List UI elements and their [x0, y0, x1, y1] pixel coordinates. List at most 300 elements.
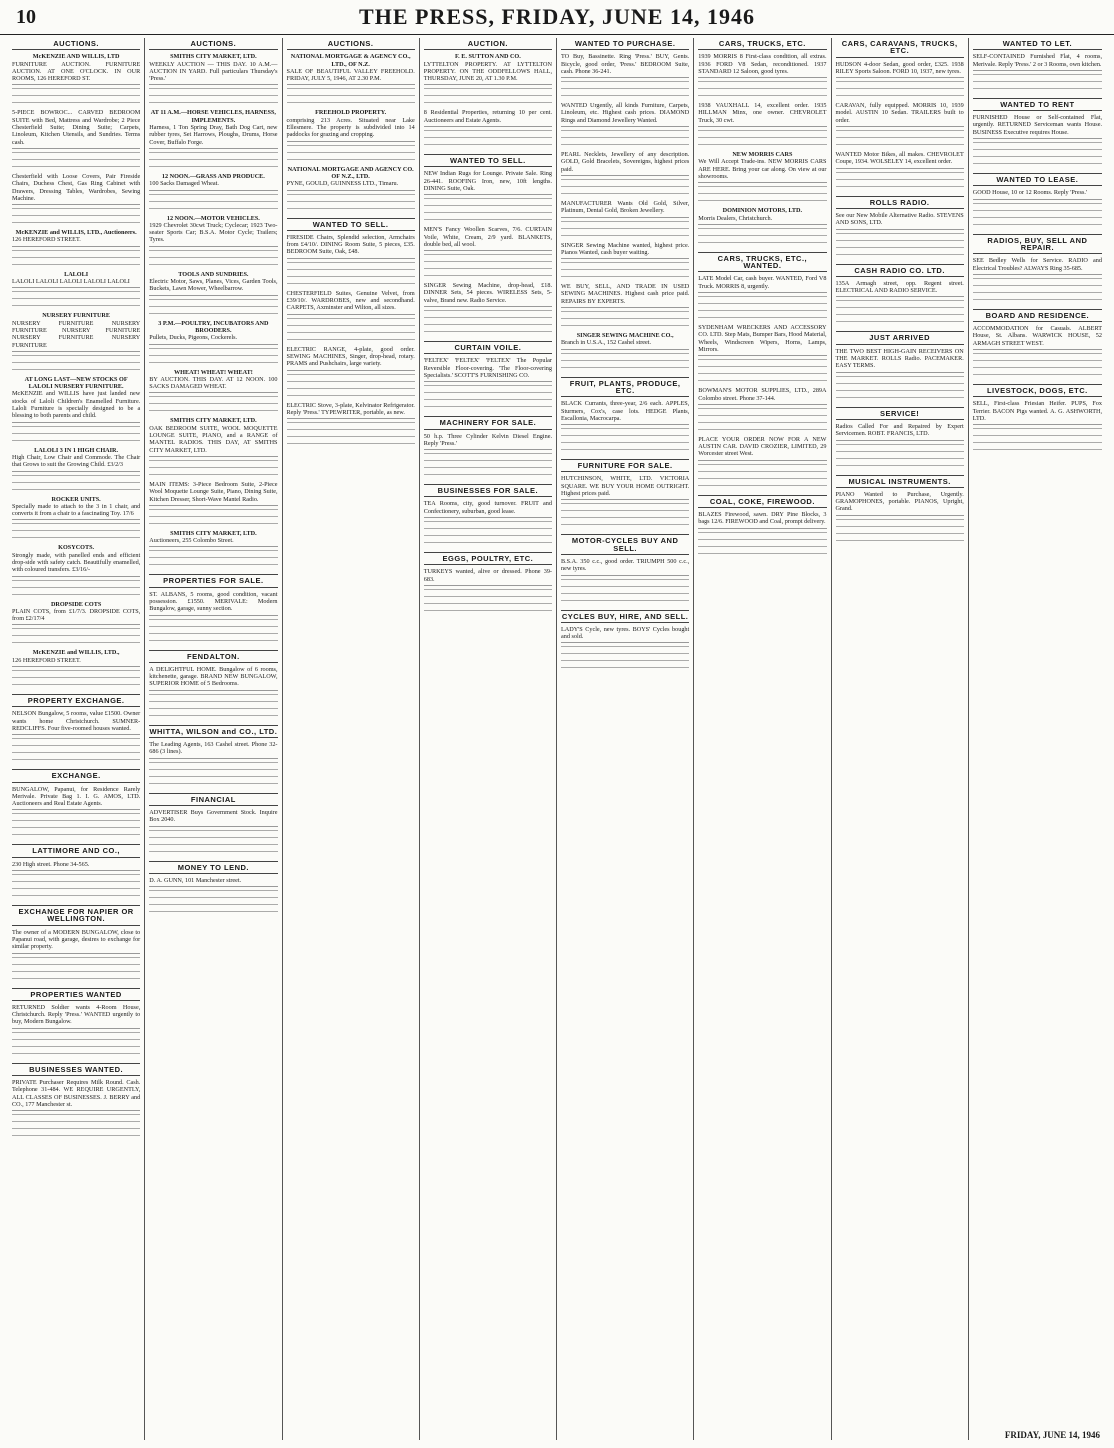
print-lines	[698, 429, 826, 435]
section-heading: EXCHANGE FOR NAPIER OR WELLINGTON.	[12, 905, 140, 926]
print-lines	[561, 428, 689, 434]
ad-body: MANUFACTURER Wants Old Gold, Silver, Platinum, Dental Gold, Broken Jewellery.	[561, 199, 690, 215]
print-lines	[12, 820, 140, 826]
print-lines	[287, 443, 415, 449]
print-lines	[12, 95, 140, 101]
print-lines	[149, 523, 277, 529]
print-lines	[12, 152, 140, 158]
ad-title: FREEHOLD PROPERTY.	[315, 109, 387, 117]
column-1	[8, 38, 145, 1440]
print-lines	[836, 240, 964, 246]
section-heading: FRUIT, PLANTS, PRODUCE, ETC.	[561, 377, 689, 398]
section-body: TEA Rooms, city, good turnover. FRUIT and Confectionery, suburban, good lease.	[424, 500, 552, 518]
section-body: CHESTERFIELD Suites, Genuine Velvet, from £39/10/. WARDROBES, new and secondhand. CARPETS, Axminster and Wilton, all sizes.	[287, 290, 415, 315]
column-heading: AUCTIONS.	[149, 38, 277, 50]
print-lines	[973, 217, 1102, 223]
print-lines	[149, 95, 277, 101]
section-body: PLACE YOUR ORDER NOW FOR A NEW AUSTIN CAR. DAVID CROZIER, LIMITED, 29 Worcester street West.	[698, 436, 826, 461]
section-body: ADVERTISER Buys Government Stock. Inquire Box 2040.	[149, 809, 277, 827]
column-7	[832, 38, 969, 1440]
print-lines	[424, 310, 552, 316]
section-body: NEW Indian Rugs for Lounge. Private Sale. Ring 26-441. ROOFING Iron, new, 10ft lengths. DINING Suite, Oak.	[424, 170, 552, 195]
print-lines	[836, 81, 964, 87]
print-lines	[149, 313, 277, 319]
print-lines	[836, 307, 964, 313]
print-lines	[149, 715, 277, 721]
classified-ad	[836, 61, 964, 79]
print-lines	[561, 228, 689, 234]
print-lines	[424, 596, 552, 602]
print-lines	[973, 435, 1102, 441]
classified-ad	[149, 53, 277, 85]
classified-ad	[287, 53, 415, 85]
print-lines	[12, 834, 140, 840]
print-lines	[12, 475, 140, 481]
print-lines	[424, 324, 552, 330]
print-lines	[12, 264, 140, 270]
print-lines	[287, 102, 415, 108]
print-lines	[561, 325, 689, 331]
ad-title: KOSYCOTS.	[58, 544, 95, 552]
print-lines	[698, 200, 826, 206]
print-lines	[149, 201, 277, 207]
ad-title: SINGER SEWING MACHINE CO.,	[576, 332, 674, 340]
print-lines	[149, 904, 277, 910]
print-lines	[149, 837, 277, 843]
classified-ad	[561, 151, 689, 176]
print-lines	[561, 179, 689, 185]
section-body: GOOD House, 10 or 12 Rooms. Reply 'Press.'	[973, 189, 1102, 199]
print-lines	[836, 526, 964, 532]
print-lines	[561, 262, 689, 268]
print-lines	[149, 306, 277, 312]
newspaper-title: THE PRESS, FRIDAY, JUNE 14, 1946	[359, 4, 755, 29]
print-lines	[561, 130, 689, 136]
print-lines	[12, 745, 140, 751]
ad-body: SELF-CONTAINED Furnished Flat, 4 rooms, Merivale. Reply 'Press.' 2 or 3 Rooms, own kitchen.	[972, 53, 1102, 68]
print-lines	[149, 208, 277, 214]
ad-body: 1939 MORRIS 8 First-class condition, all extras. 1936 FORD V8 Sedan, reconditioned. 1937 STANDARD 12 Saloon, good tyres.	[698, 53, 827, 75]
print-lines	[149, 410, 277, 416]
section-heading: PROPERTIES WANTED	[12, 988, 140, 1001]
print-lines	[149, 633, 277, 639]
print-lines	[12, 1046, 140, 1052]
print-lines	[149, 564, 277, 570]
print-lines	[149, 396, 277, 402]
print-lines	[149, 516, 277, 522]
print-lines	[561, 510, 689, 516]
section-body: HUTCHINSON, WHITE, LTD. VICTORIA SQUARE. WE BUY YOUR HOME OUTRIGHT. Highest prices paid.	[561, 475, 689, 500]
print-lines	[836, 179, 964, 185]
print-lines	[12, 1032, 140, 1038]
print-lines	[561, 360, 689, 366]
ad-body: NURSERY FURNITURE NURSERY FURNITURE NURSERY FURNITURE NURSERY FURNITURE NURSERY FURNITURE	[12, 319, 141, 349]
classified-ad	[12, 447, 140, 472]
print-lines	[973, 81, 1102, 87]
column-heading: AUCTIONS.	[287, 38, 415, 50]
classified-ad	[287, 109, 415, 141]
print-lines	[424, 603, 552, 609]
print-lines	[698, 88, 826, 94]
section-heading: WANTED TO SELL.	[424, 154, 552, 167]
section-heading: WANTED TO LEASE.	[973, 173, 1102, 186]
print-lines	[836, 172, 964, 178]
print-lines	[836, 247, 964, 253]
print-lines	[12, 166, 140, 172]
classified-ad	[12, 601, 140, 626]
classified-ad	[698, 151, 826, 183]
ad-body: comprising 213 Acres. Situated near Lake Ellesmere. The property is subdivided into 14 paddocks for grazing and cropping.	[286, 116, 415, 139]
print-lines	[287, 159, 415, 165]
print-lines	[561, 318, 689, 324]
print-lines	[836, 444, 964, 450]
print-lines	[698, 81, 826, 87]
print-lines	[149, 911, 277, 917]
classified-ad	[424, 109, 552, 127]
print-lines	[424, 137, 552, 143]
print-lines	[424, 275, 552, 281]
print-lines	[561, 88, 689, 94]
section-body: SELL, First-class Friesian Heifer. PUPS, Fox Terrier. BACON Pigs wanted. A. G. ASHWORTH, LTD.	[973, 400, 1102, 425]
print-lines	[561, 367, 689, 373]
print-lines	[698, 380, 826, 386]
print-lines	[149, 897, 277, 903]
classified-ad	[836, 151, 964, 169]
print-lines	[561, 524, 689, 530]
masthead	[0, 0, 1114, 35]
section-body: 50 h.p. Three Cylinder Kelvin Diesel Engine. Reply 'Press.'	[424, 433, 552, 451]
print-lines	[973, 442, 1102, 448]
print-lines	[698, 539, 826, 545]
ad-title: NEW MORRIS CARS	[732, 151, 793, 159]
print-lines	[287, 381, 415, 387]
ad-body: 126 HEREFORD STREET.	[12, 656, 81, 664]
section-heading: FENDALTON.	[149, 650, 277, 663]
ad-body: CARAVAN, fully equipped. MORRIS 10, 1939 model. AUSTIN 10 Sedan. TRAILERS built to order.	[835, 102, 964, 124]
print-lines	[149, 619, 277, 625]
section-heading: EXCHANGE.	[12, 769, 140, 782]
ad-title: NATIONAL MORTGAGE AND AGENCY CO. OF N.Z., LTD.	[287, 165, 414, 180]
print-lines	[561, 517, 689, 523]
print-lines	[973, 353, 1102, 359]
print-lines	[424, 460, 552, 466]
print-lines	[836, 88, 964, 94]
ad-body: PLAIN COTS, from £1/7/3. DROPSIDE COTS, from £2/17/4	[12, 607, 141, 623]
print-lines	[424, 212, 552, 218]
ad-body: 100 Sacks Damaged Wheat.	[149, 180, 219, 188]
classified-ad	[149, 109, 277, 148]
section-heading: CURTAIN VOILE.	[424, 341, 552, 354]
ad-body: LALOLI LALOLI LALOLI LALOLI LALOLI	[12, 278, 130, 286]
print-lines	[149, 776, 277, 782]
ad-body: 8 Residential Properties, returning 10 per cent. Auctioneers and Estate Agents.	[423, 109, 552, 124]
ad-body: PEARL Necklets, Jewellery of any description. GOLD, Gold Bracelets, Sovereigns, highest prices paid.	[561, 151, 690, 173]
print-lines	[836, 376, 964, 382]
print-lines	[836, 465, 964, 471]
print-lines	[561, 503, 689, 509]
print-lines	[12, 222, 140, 228]
print-lines	[698, 130, 826, 136]
print-lines	[973, 449, 1102, 455]
classified-ad	[698, 102, 826, 127]
ad-body: Auctioneers, 255 Colombo Street.	[149, 537, 234, 545]
classified-ad	[698, 53, 826, 78]
section-body: LATE Model Car, cash buyer. WANTED, Ford V8 Truck. MORRIS 8, urgently.	[698, 275, 826, 293]
print-lines	[149, 640, 277, 646]
ad-body: McKENZIE and WILLIS have just landed new stocks of Laloli Children's Enamelled Furniture. Laloli Furniture is specially designed to be a blessing to both parents and child.	[12, 390, 141, 420]
column-6	[694, 38, 831, 1440]
print-lines	[12, 874, 140, 880]
print-lines	[149, 250, 277, 256]
print-lines	[12, 291, 140, 297]
section-heading: EGGS, POULTRY, ETC.	[424, 552, 552, 565]
section-heading: BUSINESSES WANTED.	[12, 1063, 140, 1076]
print-lines	[561, 600, 689, 606]
ad-title: TOOLS AND SUNDRIES.	[178, 270, 249, 278]
print-lines	[12, 895, 140, 901]
print-lines	[12, 482, 140, 488]
print-lines	[149, 362, 277, 368]
column-4	[420, 38, 557, 1440]
print-lines	[12, 362, 140, 368]
section-body: The owner of a MODERN BUNGALOW, close to Papanui road, with garage, desires to exchange for similar property.	[12, 929, 140, 954]
print-lines	[973, 203, 1102, 209]
print-lines	[149, 557, 277, 563]
ad-body: Branch in U.S.A., 152 Cashel street.	[561, 339, 652, 347]
print-lines	[12, 208, 140, 214]
print-lines	[698, 137, 826, 143]
print-lines	[287, 262, 415, 268]
section-heading: LATTIMORE AND CO.,	[12, 844, 140, 857]
classified-ad	[12, 649, 140, 667]
print-lines	[287, 208, 415, 214]
print-lines	[424, 535, 552, 541]
section-heading: WANTED TO RENT	[973, 98, 1102, 111]
ad-body: LYTTELTON PROPERTY. AT LYTTELTON PROPERTY. ON THE ODDFELLOWS HALL, THURSDAY, JUNE 20, AT 1.30 P.M.	[423, 60, 552, 83]
print-lines	[12, 530, 140, 536]
print-lines	[836, 458, 964, 464]
ad-body: 126 HEREFORD STREET.	[12, 236, 81, 244]
print-lines	[973, 156, 1102, 162]
print-lines	[12, 580, 140, 586]
section-body: The Leading Agents, 163 Cashel street. Phone 32-686 (3 lines).	[149, 741, 277, 759]
print-lines	[424, 331, 552, 337]
section-heading: SERVICE!	[836, 407, 964, 420]
ad-title: LALOLI	[64, 270, 89, 278]
ad-title: DROPSIDE COTS	[50, 600, 102, 608]
section-body: ACCOMMODATION for Casuals. ALBERT House, St. Albans. WARWICK HOUSE, 52 ARMAGH STREET WEST.	[973, 325, 1102, 350]
section-heading: MUSICAL INSTRUMENTS.	[836, 475, 964, 488]
column-3	[283, 38, 420, 1440]
print-lines	[698, 228, 826, 234]
column-heading: CARS, CARAVANS, TRUCKS, ETC.	[836, 38, 964, 58]
print-lines	[12, 684, 140, 690]
classified-ad	[12, 312, 140, 351]
print-lines	[698, 366, 826, 372]
print-lines	[973, 285, 1102, 291]
print-lines	[12, 250, 140, 256]
ad-body: TO Buy, Bassinette. Ring 'Press.' BUY, Gents. Bicycle, good order, 'Press.' BEDROOM Suite, cash. Phone 36-241.	[561, 53, 690, 75]
print-lines	[424, 205, 552, 211]
section-heading: ROLLS RADIO.	[836, 196, 964, 209]
print-lines	[561, 137, 689, 143]
print-lines	[561, 311, 689, 317]
ad-body: Pullets, Ducks, Pigeons, Cockerels.	[149, 334, 238, 342]
print-lines	[973, 74, 1102, 80]
print-lines	[149, 769, 277, 775]
print-lines	[149, 152, 277, 158]
column-heading: AUCTION.	[424, 38, 552, 50]
print-lines	[698, 193, 826, 199]
ad-body: Strongly made, with panelled ends and efficient drop-side with safety catch. Beautifully enamelled, with coloured transfers. £3/16/-	[12, 551, 141, 574]
section-body: A DELIGHTFUL HOME. Bungalow of 6 rooms, kitchenette, garage. BRAND NEW BUNGALOW, SUPERIOR HOME of 5 Bedrooms.	[149, 666, 277, 691]
ad-body: 5-PIECE BOWROC... CARVED BEDROOM SUITE with Bed, Mattress and Wardrobe; 2 Piece Chesterfield Suite; Dining Suite; Carpets, Linoleum, Kitchen Utensils, and Sundries. Terms cash.	[12, 109, 141, 146]
column-heading: AUCTIONS.	[12, 38, 140, 50]
ad-body: WE BUY, SELL, AND TRADE IN USED SEWING MACHINES. Highest cash price paid. REPAIRS BY EXPERTS.	[561, 283, 690, 305]
print-lines	[149, 626, 277, 632]
print-lines	[12, 670, 140, 676]
print-lines	[149, 890, 277, 896]
print-lines	[698, 422, 826, 428]
ad-body: Electric Motor, Saws, Planes, Vices, Garden Tools, Buckets, Lawn Mower, Wheelbarrow.	[149, 278, 278, 293]
print-lines	[561, 221, 689, 227]
print-lines	[836, 397, 964, 403]
ad-title: DOMINION MOTORS, LTD.	[722, 207, 803, 215]
classified-ad	[561, 200, 689, 218]
print-lines	[424, 88, 552, 94]
print-lines	[973, 374, 1102, 380]
section-heading: FURNITURE FOR SALE.	[561, 459, 689, 472]
classified-ad	[149, 320, 277, 345]
print-lines	[12, 215, 140, 221]
print-lines	[287, 339, 415, 345]
print-lines	[698, 303, 826, 309]
ad-title: 12 NOON.—MOTOR VEHICLES.	[166, 214, 260, 222]
ad-body: We Will Accept Trade-ins. NEW MORRIS CARS ARE HERE. Bring your car along. On view at our showrooms.	[698, 158, 827, 180]
print-lines	[424, 406, 552, 412]
print-lines	[149, 264, 277, 270]
section-heading: MOTOR-CYCLES BUY AND SELL.	[561, 534, 689, 555]
print-lines	[561, 193, 689, 199]
classified-ad	[561, 283, 689, 308]
print-lines	[973, 428, 1102, 434]
classified-ad	[561, 242, 689, 260]
section-body: ELECTRIC Stove, 3-plate, Kelvinator Refrigerator. Reply 'Press.' TYPEWRITER, portable, as new.	[287, 402, 415, 420]
print-lines	[149, 88, 277, 94]
print-lines	[12, 440, 140, 446]
ad-title: SMITHS CITY MARKET, LTD.	[170, 417, 257, 425]
print-lines	[149, 762, 277, 768]
column-8	[969, 38, 1106, 1440]
ad-body: FURNITURE AUCTION. FURNITURE AUCTION. AT ONE O'CLOCK. IN OUR ROOMS, 126 HEREFORD ST.	[12, 60, 141, 83]
section-body: 230 High street. Phone 34-565.	[12, 861, 140, 871]
print-lines	[12, 971, 140, 977]
section-body: SINGER Sewing Machine, drop-head, £18. DINNER Sets, 54 pieces. WIRELESS Sets, 5-valve, Brand new. Radio Service.	[424, 282, 552, 307]
ad-title: NATIONAL MORTGAGE & AGENCY CO., LTD., OF N.Z.	[290, 53, 411, 68]
print-lines	[12, 1121, 140, 1127]
classified-ad	[12, 496, 140, 521]
ad-title: McKENZIE and WILLIS, LTD.,	[32, 649, 120, 657]
classified-ad	[836, 102, 964, 127]
print-lines	[561, 353, 689, 359]
print-lines	[973, 292, 1102, 298]
print-lines	[12, 587, 140, 593]
classified-ad	[149, 271, 277, 296]
section-heading: BUSINESSES FOR SALE.	[424, 484, 552, 497]
print-lines	[149, 257, 277, 263]
print-lines	[287, 332, 415, 338]
classified-ad	[424, 53, 552, 85]
section-heading: COAL, COKE, FIREWOOD.	[698, 495, 826, 508]
section-heading: MONEY TO LEND.	[149, 861, 277, 874]
section-body: ST. ALBANS, 5 rooms, good condition, vacant possession. £1550. MERIVALE: Modern Bungalow, garage, sunny section.	[149, 591, 277, 616]
print-lines	[561, 667, 689, 673]
print-lines	[12, 369, 140, 375]
print-lines	[12, 1135, 140, 1141]
print-lines	[698, 310, 826, 316]
print-lines	[424, 589, 552, 595]
ad-body: Harness, 1 Ton Spring Dray, Bath Dog Cart, new rubber tyres, Set Harrows, Ploughs, Drums, Horse Cover, Buffalo Forge.	[149, 124, 278, 146]
ad-body: SALE OF BEAUTIFUL VALLEY FREEHOLD. FRIDAY, JULY 5, 1946, AT 2.30 P.M.	[286, 67, 415, 83]
print-lines	[287, 436, 415, 442]
column-heading: CARS, TRUCKS, ETC.	[698, 38, 826, 50]
section-body: LADY'S Cycle, new tyres. BOYS' Cycles bought and sold.	[561, 626, 689, 644]
print-lines	[424, 542, 552, 548]
print-lines	[561, 442, 689, 448]
print-lines	[12, 305, 140, 311]
print-lines	[836, 95, 964, 101]
classified-ad	[287, 166, 415, 191]
print-lines	[561, 276, 689, 282]
print-lines	[698, 95, 826, 101]
print-lines	[698, 546, 826, 552]
ad-title: WHEAT! WHEAT! WHEAT!	[173, 368, 253, 376]
print-lines	[836, 540, 964, 546]
ad-title: SMITHS CITY MARKET, LTD.	[170, 529, 257, 537]
section-body: THE TWO BEST HIGH-GAIN RECEIVERS ON THE MARKET. ROLLS Radio. PACEMAKER. EASY TERMS.	[836, 348, 964, 373]
print-lines	[836, 533, 964, 539]
section-body: MEN'S Fancy Woollen Scarves, 7/6. CURTAIN Voile, White, Cream, 2/9 yard. BLANKETS, double bed, all wool.	[424, 226, 552, 251]
section-body: SYDENHAM WRECKERS AND ACCESSORY CO. LTD. Step Mats, Bumper Bars, Hood Material, Wheels, Windscreen Wipers, Horns, Lamps, Mirrors.	[698, 324, 826, 356]
ad-title: 12 NOON.—GRASS AND PRODUCE.	[161, 172, 265, 180]
print-lines	[149, 403, 277, 409]
print-lines	[149, 701, 277, 707]
print-lines	[424, 399, 552, 405]
ad-body: MAIN ITEMS: 3-Piece Bedroom Suite, 2-Piece Wool Moquette Lounge Suite, Piano, Dining Suite, Kitchen Dresser, Short-Wave Mantel Radio.	[149, 480, 278, 503]
print-lines	[561, 95, 689, 101]
print-lines	[12, 1053, 140, 1059]
print-lines	[287, 283, 415, 289]
print-lines	[561, 579, 689, 585]
print-lines	[424, 95, 552, 101]
print-lines	[287, 374, 415, 380]
column-5	[557, 38, 694, 1440]
print-lines	[973, 360, 1102, 366]
print-lines	[424, 102, 552, 108]
print-lines	[561, 586, 689, 592]
print-lines	[424, 254, 552, 260]
ad-title: SMITHS CITY MARKET, LTD.	[170, 53, 257, 61]
print-lines	[287, 429, 415, 435]
print-lines	[424, 392, 552, 398]
section-heading: JUST ARRIVED	[836, 331, 964, 344]
print-lines	[287, 276, 415, 282]
print-lines	[12, 881, 140, 887]
print-lines	[12, 978, 140, 984]
print-lines	[149, 851, 277, 857]
classified-ad	[12, 53, 140, 85]
print-lines	[836, 130, 964, 136]
